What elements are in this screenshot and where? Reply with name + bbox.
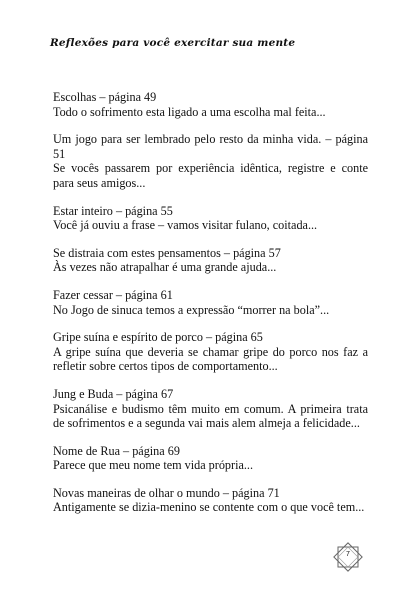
- entry-description: Todo o sofrimento esta ligado a uma escolha mal feita...: [53, 104, 326, 119]
- entry-title: Nome de Rua – página 69: [53, 443, 180, 458]
- entry-description: Antigamente se dizia-menino se contente com o que você tem...: [53, 500, 365, 515]
- contents-entry: [53, 444, 368, 473]
- contents-entry: [53, 387, 368, 431]
- entry-description: Você já ouviu a frase – vamos visitar fulano, coitada...: [53, 218, 318, 233]
- entry-title: Fazer cessar – página 61: [53, 287, 173, 302]
- entry-title: Se distraia com estes pensamentos – página 57: [53, 245, 281, 260]
- entry-description: Parece que meu nome tem vida própria...: [53, 458, 254, 473]
- contents-entry: [53, 330, 368, 374]
- entry-title: Estar inteiro – página 55: [53, 203, 173, 218]
- entry-description: Psicanálise e budismo têm muito em comum. A primeira trata de sofrimentos e a segunda vai mais alem almeja a felicidade...: [53, 401, 368, 431]
- entry-title: Novas maneiras de olhar o mundo – página 71: [53, 485, 280, 500]
- contents-entry: [53, 288, 368, 317]
- entry-title: Gripe suína e espírito de porco – página 65: [53, 330, 263, 345]
- contents-entry: [53, 204, 368, 233]
- page-number: 7: [346, 551, 350, 558]
- entry-description: A gripe suína que deveria se chamar gripe do porco nos faz a refletir sobre certos tipos de comportamento...: [53, 344, 368, 374]
- entry-description: No Jogo de sinuca temos a expressão “morrer na bola”...: [53, 302, 330, 317]
- contents-entry: [53, 132, 368, 190]
- running-header: Reflexões para você exercitar sua mente: [50, 37, 296, 49]
- contents-entry: [53, 246, 368, 275]
- entry-title: Escolhas – página 49: [53, 90, 157, 104]
- entry-description: Às vezes não atrapalhar é uma grande ajuda...: [53, 260, 277, 275]
- page-number-badge: [332, 541, 364, 573]
- contents-list: [53, 90, 368, 528]
- entry-description: Se vocês passarem por experiência idêntica, registre e conte para seus amigos...: [53, 161, 368, 190]
- entry-title: Jung e Buda – página 67: [53, 386, 174, 401]
- contents-entry: [53, 90, 368, 119]
- entry-title: Um jogo para ser lembrado pelo resto da minha vida. – página 51: [53, 132, 368, 161]
- contents-entry: [53, 486, 368, 515]
